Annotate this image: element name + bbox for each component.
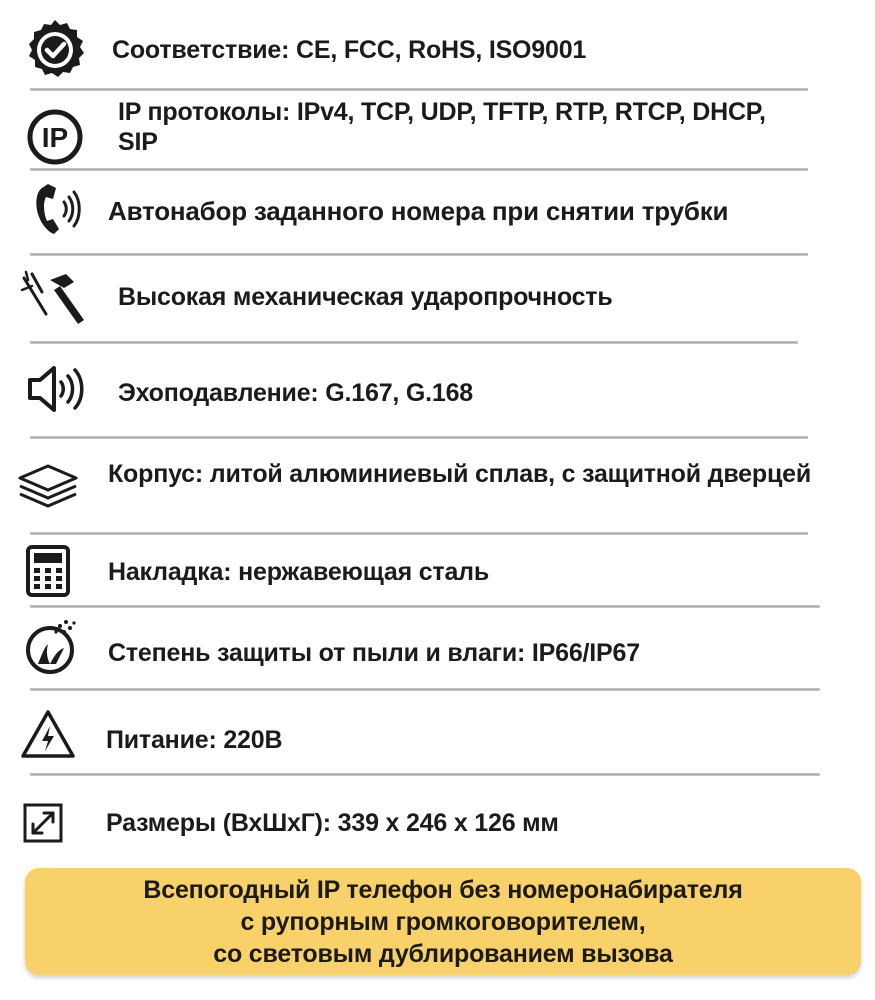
speaker-sound-icon (26, 360, 92, 418)
banner-line-3: со световым дублированием вызова (213, 939, 673, 968)
ip-circle-icon (22, 108, 88, 166)
keypad-panel-icon (24, 544, 72, 598)
feature-text: Автонабор заданного номера при снятии трубки (108, 196, 729, 226)
divider (30, 168, 808, 171)
certificate-check-icon (22, 18, 88, 84)
divider (30, 773, 820, 776)
product-banner (25, 868, 861, 975)
divider (30, 688, 820, 691)
divider (30, 253, 808, 256)
svg-text:IP: IP (41, 122, 69, 153)
feature-text: IP протоколы: IPv4, TCP, UDP, TFTP, RTP, RTCP, DHCP, SIP (118, 98, 766, 156)
divider (30, 88, 808, 91)
feature-text: Накладка: нержавеющая сталь (108, 558, 490, 586)
divider (30, 605, 820, 608)
feature-text: Степень защиты от пыли и влаги: IP66/IP67 (108, 639, 640, 667)
feature-text: Эхоподавление: G.167, G.168 (118, 379, 473, 407)
banner-line-1: Всепогодный IP телефон без номеронабирателя (143, 875, 743, 904)
dust-water-protection-icon (22, 618, 80, 676)
divider (30, 436, 808, 439)
phone-sound-icon (32, 182, 88, 238)
hammer-impact-icon (20, 268, 92, 328)
divider (30, 532, 808, 535)
feature-text: Высокая механическая ударопрочность (118, 283, 613, 311)
feature-text: Размеры (ВхШхГ): 339 х 246 х 126 мм (106, 809, 559, 837)
high-voltage-warning-icon (20, 708, 76, 760)
layers-icon (16, 462, 80, 510)
feature-text: Питание: 220В (106, 726, 283, 754)
banner-line-2: с рупорным громкоговорителем, (240, 907, 646, 936)
feature-text: Корпус: литой алюминиевый сплав, с защитной дверцей (108, 460, 811, 488)
divider (30, 341, 798, 344)
dimensions-expand-icon (22, 802, 64, 844)
feature-text: Соответствие: CE, FCC, RoHS, ISO9001 (112, 36, 587, 64)
